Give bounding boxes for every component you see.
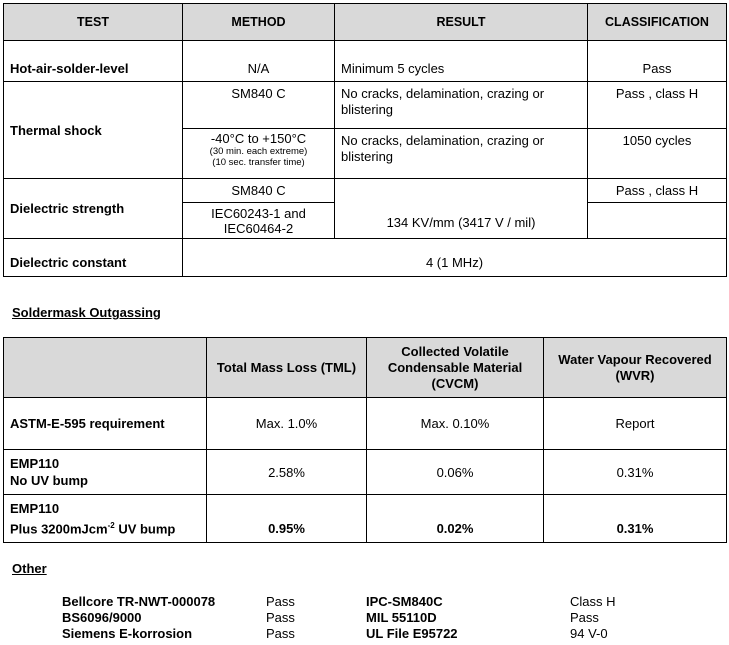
approval-name: UL File E95722 bbox=[366, 626, 458, 641]
wvr-cell: 0.31% bbox=[544, 450, 727, 495]
row-label bbox=[4, 495, 207, 543]
approval-value: 94 V-0 bbox=[570, 626, 608, 641]
approval-value: Class H bbox=[570, 594, 616, 609]
tml-cell: 2.58% bbox=[207, 450, 367, 495]
header-empty bbox=[4, 338, 207, 398]
outgassing-table bbox=[3, 337, 727, 543]
table-row bbox=[4, 450, 727, 495]
approval-value: Pass bbox=[266, 626, 295, 641]
row-label bbox=[4, 450, 207, 495]
method-cell: SM840 C bbox=[183, 82, 335, 129]
cvcm-cell: Max. 0.10% bbox=[367, 398, 544, 450]
row-label-line: EMP110 bbox=[10, 456, 60, 471]
row-label-line bbox=[10, 517, 200, 537]
approval-name: Bellcore TR-NWT-000078 bbox=[62, 594, 216, 609]
approval-name: Siemens E-korrosion bbox=[62, 626, 193, 641]
section-title-other: Other bbox=[12, 561, 47, 576]
header-cvcm: Collected Volatile Condensable Material (CVCM) bbox=[367, 338, 544, 398]
method-cell: IEC60243-1 and IEC60464-2 bbox=[183, 203, 335, 239]
header-classification: CLASSIFICATION bbox=[588, 4, 727, 41]
classification-cell: Pass , class H bbox=[588, 179, 727, 203]
classification-cell: 1050 cycles bbox=[588, 129, 727, 179]
cvcm-cell: 0.02% bbox=[367, 495, 544, 543]
classification-cell: Pass , class H bbox=[588, 82, 727, 129]
approval-value: Pass bbox=[266, 610, 295, 625]
header-method: METHOD bbox=[183, 4, 335, 41]
test-name: Thermal shock bbox=[4, 82, 183, 179]
row-label-line: EMP110 bbox=[10, 500, 60, 516]
row-label-text: Plus 3200mJcm bbox=[10, 521, 108, 537]
result-cell: No cracks, delamination, crazing or blistering bbox=[335, 129, 588, 179]
approval-name: MIL 55110D bbox=[366, 610, 437, 625]
table-row bbox=[4, 398, 727, 450]
header-wvr: Water Vapour Recovered (WVR) bbox=[544, 338, 727, 398]
method-note: (10 sec. transfer time) bbox=[212, 157, 305, 168]
header-tml: Total Mass Loss (TML) bbox=[207, 338, 367, 398]
table-row bbox=[4, 82, 727, 129]
wvr-cell: Report bbox=[544, 398, 727, 450]
row-label-text: UV bump bbox=[114, 521, 176, 537]
test-results-table bbox=[3, 3, 727, 277]
row-label-superscript: -2 bbox=[107, 520, 115, 530]
approval-name: BS6096/9000 bbox=[62, 610, 142, 625]
table-row bbox=[4, 179, 727, 203]
header-test: TEST bbox=[4, 4, 183, 41]
approval-value: Pass bbox=[266, 594, 295, 609]
table-row bbox=[4, 41, 727, 82]
result-cell: 4 (1 MHz) bbox=[183, 239, 727, 277]
method-cell: SM840 C bbox=[183, 179, 335, 203]
tml-cell: 0.95% bbox=[207, 495, 367, 543]
other-approvals-list bbox=[62, 594, 702, 641]
cvcm-cell: 0.06% bbox=[367, 450, 544, 495]
result-cell: 134 KV/mm (3417 V / mil) bbox=[335, 179, 588, 239]
section-title-outgassing: Soldermask Outgassing bbox=[12, 305, 161, 320]
method-range: -40°C to +150°C bbox=[210, 131, 307, 146]
result-cell: Minimum 5 cycles bbox=[335, 41, 588, 82]
row-label-line: No UV bump bbox=[10, 473, 88, 488]
classification-cell bbox=[588, 203, 727, 239]
tml-cell: Max. 1.0% bbox=[207, 398, 367, 450]
method-note: (30 min. each extreme) bbox=[209, 146, 308, 157]
approval-value: Pass bbox=[570, 610, 599, 625]
test-name: Dielectric constant bbox=[4, 239, 183, 277]
approval-name: IPC-SM840C bbox=[366, 594, 443, 609]
result-cell: No cracks, delamination, crazing or blistering bbox=[335, 82, 588, 129]
test-name: Dielectric strength bbox=[4, 179, 183, 239]
method-cell bbox=[183, 129, 335, 179]
table-row bbox=[4, 239, 727, 277]
table-row bbox=[4, 495, 727, 543]
test-name: Hot-air-solder-level bbox=[4, 41, 183, 82]
row-label: ASTM-E-595 requirement bbox=[4, 398, 207, 450]
header-result: RESULT bbox=[335, 4, 588, 41]
wvr-cell: 0.31% bbox=[544, 495, 727, 543]
method-cell: N/A bbox=[183, 41, 335, 82]
classification-cell: Pass bbox=[588, 41, 727, 82]
